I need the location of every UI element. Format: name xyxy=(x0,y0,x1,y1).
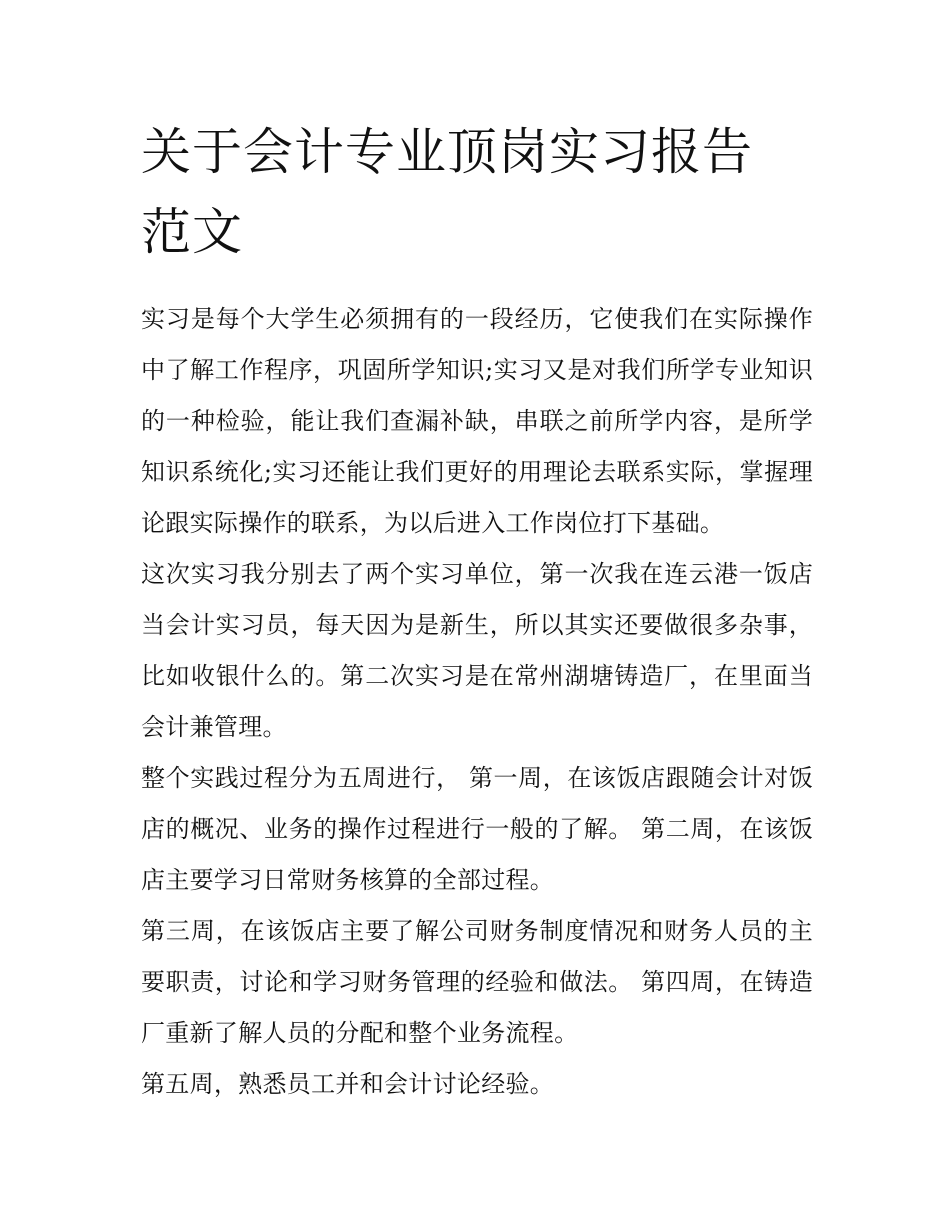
document-body xyxy=(141,294,813,1110)
paragraph-2: 这次实习我分别去了两个实习单位，第一次我在连云港一饭店当会计实习员，每天因为是新生，所以其实还要做很多杂事，比如收银什么的。第二次实习是在常州湖塘铸造厂，在里面当会计兼管理。 xyxy=(141,560,813,741)
paragraph-4: 第三周，在该饭店主要了解公司财务制度情况和财务人员的主要职责，讨论和学习财务管理的经验和做法。 第四周，在铸造厂重新了解人员的分配和整个业务流程。 xyxy=(141,917,813,1047)
paragraph-5: 第五周，熟悉员工并和会计讨论经验。 xyxy=(141,1070,555,1098)
paragraph-1: 实习是每个大学生必须拥有的一段经历，它使我们在实际操作中了解工作程序，巩固所学知识;实习又是对我们所学专业知识的一种检验，能让我们查漏补缺，串联之前所学内容，是所学知识系统化;实习还能让我们更好的用理论去联系实际，掌握理论跟实际操作的联系，为以后进入工作岗位打下基础。 xyxy=(141,305,813,537)
paragraph-3: 整个实践过程分为五周进行， 第一周，在该饭店跟随会计对饭店的概况、业务的操作过程进行一般的了解。 第二周，在该饭店主要学习日常财务核算的全部过程。 xyxy=(141,764,813,894)
document-page xyxy=(141,112,813,1110)
document-title: 关于会计专业顶岗实习报告范文 xyxy=(141,123,753,261)
